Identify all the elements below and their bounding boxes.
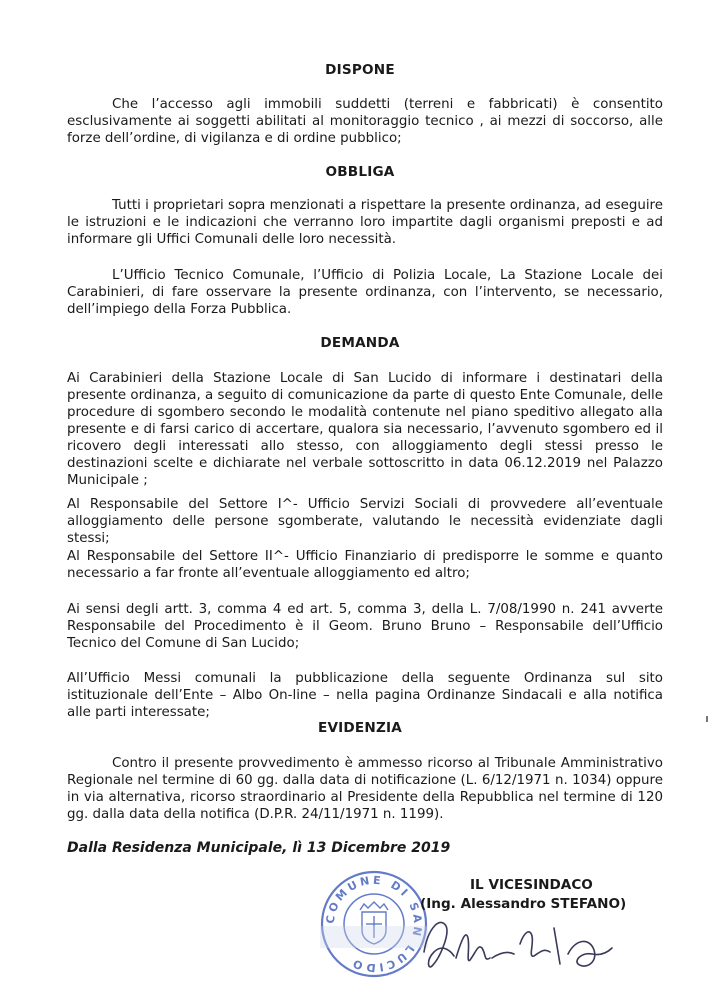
- paragraph-dispone: Che l’accesso agli immobili suddetti (terreni e fabbricati) è consentito esclusivamente ai soggetti abilitati al monitoraggio tecnico , ai mezzi di soccorso, alle forze dell’ordine, di vigilanza e di ordine pubblico;: [67, 97, 663, 146]
- paragraph-demanda-5: All’Ufficio Messi comunali la pubblicazione della seguente Ordinanza sul sito istituzionale dell’Ente – Albo On-line – nella pagina Ordinanze Sindacali e alla notifica alle parti interessate;: [67, 671, 663, 720]
- paragraph-demanda-1: Ai Carabinieri della Stazione Locale di San Lucido di informare i destinatari della presente ordinanza, a seguito di comunicazione da parte di questo Ente Comunale, delle procedure di sgombero secondo le modalità contenute nel piano speditivo allegato alla presente e di farsi carico di accertare, qualora sia necessario, l’avvenuto sgombero ed il ricovero degli interessati allo stesso, con alloggiamento degli stessi presso le destinazioni scelte e dichiarate nel verbale sottoscritto in data 06.12.2019 nel Palazzo Municipale ;: [67, 371, 663, 488]
- handwritten-signature: [418, 908, 618, 978]
- heading-demanda: DEMANDA: [320, 335, 400, 351]
- heading-dispone: DISPONE: [325, 62, 395, 78]
- signer-title: IL VICESINDACO: [470, 877, 593, 893]
- date-line: Dalla Residenza Municipale, lì 13 Dicembre 2019: [67, 840, 451, 856]
- signer-name: (Ing. Alessandro STEFANO): [420, 896, 627, 912]
- paragraph-demanda-2: Al Responsabile del Settore I^- Ufficio Servizi Sociali di provvedere all’eventuale alloggiamento delle persone sgomberate, valutando le necessità evidenziate dagli stessi;: [67, 497, 663, 546]
- paragraph-obbliga-2: L’Ufficio Tecnico Comunale, l’Ufficio di Polizia Locale, La Stazione Locale dei Carabinieri, di fare osservare la presente ordinanza, con l’intervento, se necessario, dell’impiego della Forza Pubblica.: [67, 268, 663, 317]
- heading-evidenzia: EVIDENZIA: [317, 720, 403, 736]
- municipal-stamp: [318, 868, 430, 980]
- heading-obbliga: OBBLIGA: [325, 164, 395, 180]
- paragraph-evidenzia: Contro il presente provvedimento è ammesso ricorso al Tribunale Amministrativo Regionale nel termine di 60 gg. dalla data di notificazione (L. 6/12/1971 n. 1034) oppure in via alternativa, ricorso straordinario al Presidente della Repubblica nel termine di 120 gg. dalla data della notifica (D.P.R. 24/11/1971 n. 1199).: [67, 756, 663, 822]
- paragraph-demanda-3: Al Responsabile del Settore II^- Ufficio Finanziario di predisporre le somme e quanto necessario a far fronte all’eventuale alloggiamento ed altro;: [67, 549, 663, 581]
- stamp-ring-text: COMUNE DI SAN LUCIDO: [323, 873, 425, 975]
- paragraph-obbliga-1: Tutti i proprietari sopra menzionati a rispettare la presente ordinanza, ad eseguire le istruzioni e le indicazioni che verranno loro impartite dagli organismi preposti e ad informare gli Uffici Comunali delle loro necessità.: [67, 198, 663, 247]
- margin-mark: [706, 716, 708, 722]
- paragraph-demanda-4: Ai sensi degli artt. 3, comma 4 ed art. 5, comma 3, della L. 7/08/1990 n. 241 avverte Responsabile del Procedimento è il Geom. Bruno Bruno – Responsabile dell’Ufficio Tecnico del Comune di San Lucido;: [67, 602, 663, 651]
